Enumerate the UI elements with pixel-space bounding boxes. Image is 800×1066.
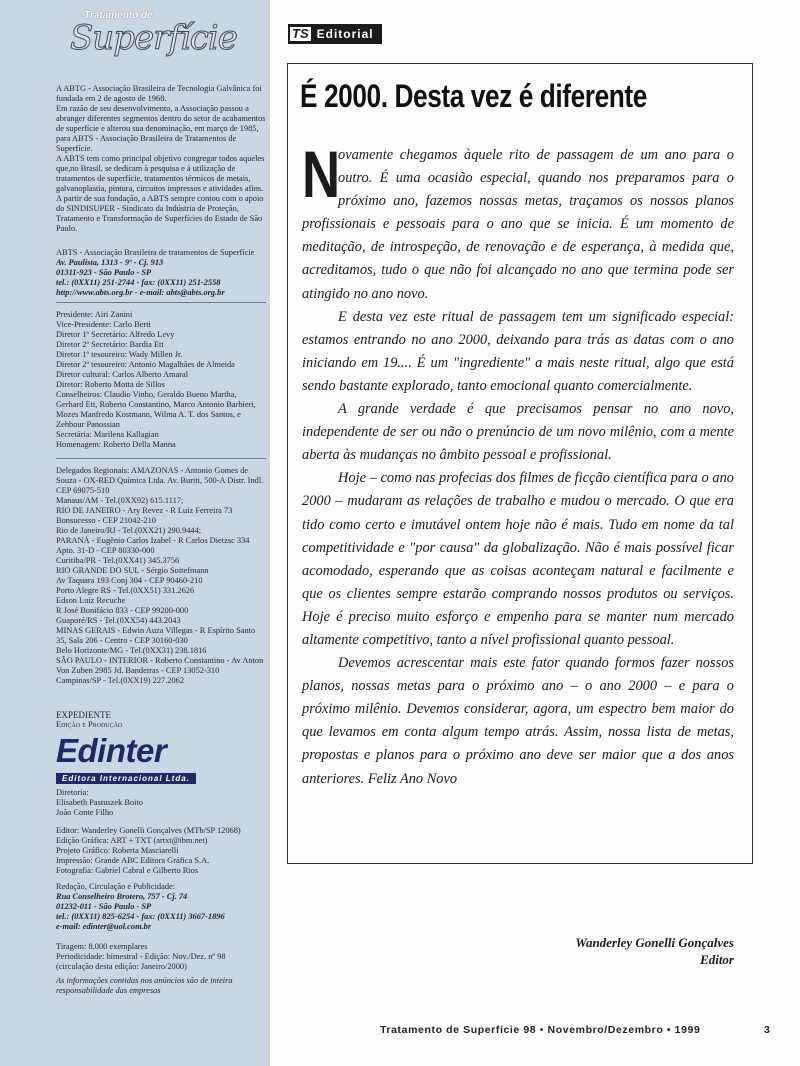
article-body: [302, 137, 734, 791]
regional-delegates: [56, 466, 266, 686]
edinter-tagline: Editora Internacional Ltda.: [56, 773, 196, 784]
logo-main-text: Superfície: [70, 18, 237, 58]
signature-role: Editor: [700, 952, 734, 967]
edinter-logo: [56, 734, 266, 782]
sidebar: [0, 0, 270, 1066]
signature: [420, 934, 734, 968]
board-item: Diretor 1º tesoureiro: Wady Millen Jr.: [56, 350, 183, 359]
association-intro: [56, 84, 266, 234]
section-tag: [288, 24, 382, 44]
article-paragraph: E desta vez este ritual de passagem tem um significado especial: estamos entrando no ano 2000, deixando para trás as datas com o ano iniciando em 19.... É um "ingrediente" a mais neste ritual, algo que está sendo bastante explorado, tanto emocional quanto comercialmente.: [302, 308, 734, 394]
paragraph-text: ovamente chegamos àquele rito de passagem de um ano para o outro. É uma ocasião especial, quando nos preparamos para o próximo ano, fazemos nossas metas, traçamos os nossos planos profissionais e pessoais para o ano que se inicia. É um momento de meditação, de introspeção, de renovação e de esperança, à medida que, acreditamos, tudo o que não foi alcançado no ano que termina pode ser atingido no ano novo.: [302, 147, 734, 302]
board-item: Diretor 2º tesoureiro: Antonio Magalhães de Almeida: [56, 360, 235, 369]
board-item: Presidente: Airi Zanini: [56, 310, 133, 319]
delegate-item: Delegados Regionais: AMAZONAS - Antonio Gomes de Souza - OX-RED Química Ltda. Av. Buriti, 500-A Distr. Indl. CEP 69075-510: [56, 466, 264, 495]
article-paragraph: Hoje – como nas profecias dos filmes de ficção científica para o ano 2000 – mudaram as relações de trabalho e mudou o mercado. O que era tido como certo e imutável ontem hoje não é mais. Tudo em nome da tal competitividade e "por causa" da globalização. Não é mais possível ficar acomodado, esperando que as coisas aconteçam natural e facilmente e que os clientes sempre estarão comprando nossos produtos ou serviços. Hoje é preciso muito esforço e empenho para se manter num mercado altamente competitivo, tanto a nível profissional quanto pessoal.: [302, 470, 734, 648]
delegate-item: Guaporé/RS - Tel.(0XX54) 443.2043: [56, 616, 181, 625]
article-paragraph: Devemos acrescentar mais este fator quando formos fazer nossos planos, nossas metas para o próximo ano – o ano 2000 – e para o próximo milênio. Devemos considerar, agora, um espectro bem maior do que levamos em conta algum tempo atrás. Assim, nossa lista de metas, propostas e planos para o próximo ano deve ser maior que a dos anos anteriores. Feliz Ano Novo: [302, 655, 734, 787]
publisher-directors: [56, 788, 266, 818]
expediente: [56, 710, 266, 730]
circulation-item: Tiragem: 8.000 exemplares: [56, 942, 148, 951]
board-item: Homenagem: Roberto Della Manna: [56, 440, 176, 449]
credit-item: Impressão: Grande ABC Editora Gráfica S.A.: [56, 856, 210, 865]
board-list: [56, 310, 266, 450]
intro-paragraph: A ABTS tem como principal objetivo congregar todos aqueles que,no Brasil, se dedicam à pesquisa e à utilização de tratamentos de superfície, tratamentos térmicos de metais, galvanoplastia, pintura, circuitos impressos e atividades afins. A partir de sua fundação, a ABTS sempre contou com o apoio do SINDISUPER - Sindicato da Indústria de Proteção, Tratamento e Transformação de Superfícies do Estado de São Paulo.: [56, 154, 265, 233]
ts-logo-icon: TS: [292, 26, 309, 41]
director-item: Elisabeth Pastuszek Boito: [56, 798, 143, 807]
expediente-subtitle: Edição e Produção: [56, 720, 123, 729]
credit-item: Projeto Gráfico: Roberta Masciarelli: [56, 846, 179, 855]
office-line: 01232-011 - São Paulo - SP: [56, 902, 152, 911]
delegate-item: Manaus/AM - Tel.(0XX92) 615.1117;: [56, 496, 184, 505]
delegate-item: Rio de Janeiro/RJ - Tel.(0XX21) 290.9444;: [56, 526, 202, 535]
page-footer: Tratamento de Superfície 98 • Novembro/Dezembro • 1999: [380, 1024, 701, 1036]
article-headline: É 2000. Desta vez é diferente: [300, 78, 647, 114]
credit-item: Fotografia: Gabriel Cabral e Gilberto Rios: [56, 866, 199, 875]
delegate-item: RIO DE JANEIRO - Ary Revez - R Luiz Ferreira 73 Bonsucesso - CEP 21042-210: [56, 506, 233, 525]
director-item: João Conte Filho: [56, 808, 114, 817]
logo-top-text: Tratamento de: [84, 10, 153, 21]
credit-item: Editor: Wanderley Gonelli Gonçalves (MTb/SP 12068): [56, 826, 241, 835]
disclaimer: As informações contidas nos anúncios são de inteira responsabilidade das empresas: [56, 976, 233, 995]
office-phone: tel.: (0XX11) 825-6254 - fax: (0XX11) 3667-1896: [56, 912, 225, 921]
board-item: Vice-Presidente: Carlo Berti: [56, 320, 151, 329]
address-web: http://www.abts.org.br - e-mail: abts@abts.org.br: [56, 288, 225, 297]
office-email: e-mail: edinter@uol.com.br: [56, 922, 152, 931]
address-name: ABTS - Associação Brasileira de tratamentos de Superfície: [56, 248, 255, 257]
delegate-item: Edson Luiz Recuche: [56, 596, 126, 605]
address-line: 01311-923 - São Paulo - SP: [56, 268, 152, 277]
director-item: Diretoria:: [56, 788, 89, 797]
circulation-info: [56, 942, 266, 972]
divider: [56, 302, 266, 303]
divider: [56, 458, 266, 459]
credit-item: Edição Gráfica: ART + TXT (artxt@ibm.net): [56, 836, 208, 845]
board-item: Secretária: Marilena Kallagian: [56, 430, 159, 439]
board-item: Conselheiros: Claudio Vinho, Geraldo Bueno Martha, Gerhard Ett, Roberto Constantino, Marco Antonio Barbieri, Mozes Manfredo Kostmann, Wilma A. T. dos Santos, e Zehbour Panossian: [56, 390, 256, 429]
editorial-office: [56, 882, 266, 932]
delegate-item: Av Taquara 193 Conj 304 - CEP 90460-210: [56, 576, 203, 585]
edinter-name: Edinter: [56, 732, 167, 769]
board-item: Diretor 1º Secretário: Alfredo Levy: [56, 330, 175, 339]
office-title: Redação, Circulação e Publicidade:: [56, 882, 176, 891]
article-paragraph: [302, 137, 734, 306]
article-paragraph: A grande verdade é que precisamos pensar no ano novo, independente de ser ou não o prenúncio de um novo milênio, com a mente aberta às mudanças no âmbito pessoal e profissional.: [302, 401, 734, 464]
delegate-item: MINAS GERAIS - Edwin Auza Villegas - R Espírito Santo 35, Sala 206 - Centro - CEP 30160-030: [56, 626, 256, 645]
board-item: Diretor: Roberto Motta de Sillos: [56, 380, 165, 389]
delegate-item: SÃO PAULO - INTERIOR - Roberto Constantino - Av Anton Von Zuben 2985 Jd. Bandeiras - CEP 13052-310: [56, 656, 264, 675]
credits: [56, 826, 266, 876]
page-number: 3: [764, 1024, 770, 1036]
drop-cap: N: [302, 137, 341, 211]
expediente-title: EXPEDIENTE: [56, 710, 111, 720]
board-item: Diretor cultural: Carlos Alberto Amaral: [56, 370, 189, 379]
address-line: Av. Paulista, 1313 - 9º - Cj. 913: [56, 258, 164, 267]
magazine-logo: [70, 8, 237, 66]
section-label: Editorial: [316, 27, 374, 41]
intro-paragraph: Em razão de seu desenvolvimento, a Associação passou a abranger diferentes segmentos dentro do setor de acabamentos de superfície e alterou sua denominação, em março de 1985, para ABTS - Associação Brasileira de Tratamentos de Superfície.: [56, 104, 266, 153]
circulation-item: (circulação desta edição: Janeiro/2000): [56, 962, 187, 971]
delegate-item: Porto Alegre RS - Tel.(0XX51) 331.2626: [56, 586, 195, 595]
association-address: [56, 248, 266, 298]
intro-paragraph: A ABTG - Associação Brasileira de Tecnologia Galvânica foi fundada em 2 de agosto de 1968.: [56, 84, 262, 103]
board-item: Diretor 2º Secretário: Bardia Ett: [56, 340, 164, 349]
delegate-item: PARANÁ - Eugênio Carlos Izabel - R Carlos Dietzsc 334 Apto. 31-D - CEP 80330-000: [56, 536, 250, 555]
delegate-item: RIO GRANDE DO SUL - Sérgio Soitefmann: [56, 566, 209, 575]
address-phone: tel.: (0XX11) 251-2744 - fax: (0XX11) 251-2558: [56, 278, 221, 287]
delegate-item: R José Bonifácio 833 - CEP 99200-000: [56, 606, 189, 615]
delegate-item: Campinas/SP - Tel.(0XX19) 227.2062: [56, 676, 185, 685]
delegate-item: Belo Horizonte/MG - Tel.(0XX31) 238.1816: [56, 646, 207, 655]
delegate-item: Curitiba/PR - Tel.(0XX41) 345.3756: [56, 556, 180, 565]
signature-name: Wanderley Gonelli Gonçalves: [575, 935, 734, 950]
circulation-item: Periodicidade: bimestral - Edição: Nov./Dez. nº 98: [56, 952, 226, 961]
office-line: Rua Conselheiro Brotero, 757 - Cj. 74: [56, 892, 188, 901]
